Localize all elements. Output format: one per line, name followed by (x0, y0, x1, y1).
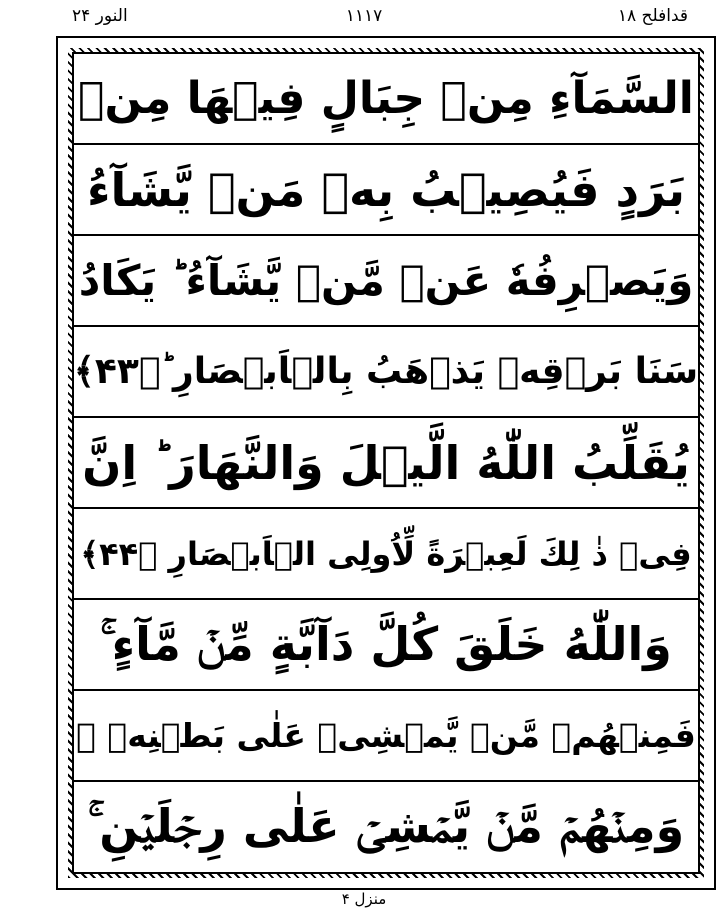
text-line-1: السَّمَآءِ مِنۡ جِبَالٍ فِيۡهَا مِنۡ (78, 73, 694, 124)
text-line-6: فِىۡ ذٰ لِكَ لَعِبۡرَةً لِّاُولِى الۡاَبۡصَارِ ﴿۴۴﴾ (80, 534, 692, 573)
text-line-4: سَنَا بَرۡقِهٖ يَذۡهَبُ بِالۡاَبۡصَارِ ؕ﴿۴۳﴾ (74, 351, 698, 392)
manzil-label: منزل ۴ (341, 890, 387, 908)
text-line-7: وَاللّٰهُ خَلَقَ كُلَّ دَآبَّةٍ مِّنۡ مَّآءٍ ۚ (100, 616, 672, 671)
text-line-3: وَيَصۡرِفُهٗ عَنۡ مَّنۡ يَّشَآءُ ؕ يَكَادُ (78, 256, 694, 305)
page-number: ۱۱۱۷ (345, 6, 383, 26)
page-header (0, 0, 728, 36)
text-line-5: يُقَلِّبُ اللّٰهُ الَّيۡلَ وَالنَّهَارَ ؕ اِنَّ (82, 435, 690, 490)
text-line-8: فَمِنۡهُمۡ مَّنۡ يَّمۡشِىۡ عَلٰى بَطۡنِهٖ ۚ (76, 716, 696, 755)
juz-name: قدافلح ۱۸ (617, 6, 688, 26)
surah-name: النور ۲۴ (72, 6, 128, 26)
text-line-2: بَرَدٍ فَيُصِيۡبُ بِهٖ مَنۡ يَّشَآءُ (87, 162, 685, 217)
text-line-9: وَمِنۡهُمۡ مَّنۡ يَّمۡشِىۡ عَلٰى رِجۡلَيۡنِ ۚ (87, 798, 685, 853)
